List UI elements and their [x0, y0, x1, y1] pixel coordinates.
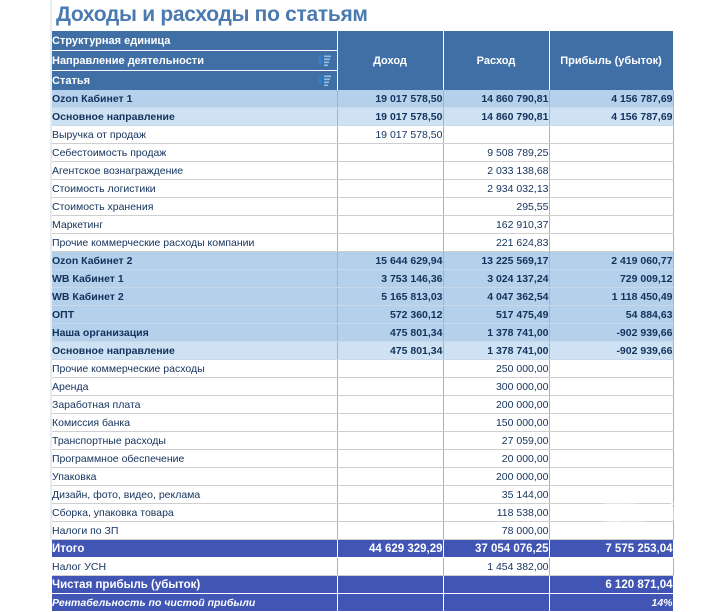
row-label: Стоимость хранения: [52, 198, 337, 216]
report-root: [52, 0, 673, 612]
row-label: Итого: [52, 540, 337, 558]
svg-text:avito: avito: [642, 499, 699, 526]
row-expense: 517 475,49: [443, 306, 549, 324]
row-income: 572 360,12: [337, 306, 443, 324]
row-label: Аренда: [52, 378, 337, 396]
row-label: Прочие коммерческие расходы: [52, 360, 337, 378]
table-row[interactable]: [52, 576, 673, 594]
table-row[interactable]: [52, 324, 673, 342]
row-label: Агентское вознаграждение: [52, 162, 337, 180]
table-row[interactable]: [52, 234, 673, 252]
row-income: [337, 180, 443, 198]
header-structural-unit-label: Структурная единица: [52, 34, 171, 47]
row-profit: [549, 558, 673, 576]
table-row[interactable]: [52, 288, 673, 306]
row-expense: 3 024 137,24: [443, 270, 549, 288]
row-income: 15 644 629,94: [337, 252, 443, 270]
row-expense: 1 378 741,00: [443, 324, 549, 342]
row-profit: [549, 504, 673, 522]
sort-filter-icon[interactable]: [315, 75, 331, 86]
row-profit: 729 009,12: [549, 270, 673, 288]
row-label: Себестоимость продаж: [52, 144, 337, 162]
row-profit: 2 419 060,77: [549, 252, 673, 270]
row-profit: [549, 144, 673, 162]
header-column-income[interactable]: [337, 31, 443, 90]
row-profit: [549, 234, 673, 252]
row-income: [337, 486, 443, 504]
row-income: [337, 450, 443, 468]
row-income: [337, 162, 443, 180]
row-expense: 2 934 032,13: [443, 180, 549, 198]
table-row[interactable]: [52, 306, 673, 324]
row-income: [337, 558, 443, 576]
row-income: [337, 576, 443, 594]
pivot-table: [52, 31, 674, 612]
table-row[interactable]: [52, 108, 673, 126]
row-income: [337, 432, 443, 450]
row-income: 475 801,34: [337, 324, 443, 342]
row-label: Налог УСН: [52, 558, 337, 576]
header-column-profit-label: Прибыль (убыток): [560, 54, 662, 67]
row-label: Рентабельность по чистой прибыли: [52, 594, 337, 612]
row-expense: 1 378 741,00: [443, 342, 549, 360]
row-profit: 4 156 787,69: [549, 90, 673, 108]
table-row[interactable]: [52, 378, 673, 396]
row-profit: [549, 180, 673, 198]
row-expense: 14 860 790,81: [443, 90, 549, 108]
row-expense: 162 910,37: [443, 216, 549, 234]
row-label: Стоимость логистики: [52, 180, 337, 198]
row-expense: 1 454 382,00: [443, 558, 549, 576]
table-row[interactable]: [52, 216, 673, 234]
row-label: Выручка от продаж: [52, 126, 337, 144]
page-title: Доходы и расходы по статьям: [52, 0, 673, 31]
row-expense: 27 059,00: [443, 432, 549, 450]
table-row[interactable]: [52, 450, 673, 468]
row-income: 5 165 813,03: [337, 288, 443, 306]
row-profit: 4 156 787,69: [549, 108, 673, 126]
row-income: [337, 360, 443, 378]
header-row-1: [52, 31, 673, 51]
row-profit: 6 120 871,04: [549, 576, 673, 594]
row-profit: [549, 396, 673, 414]
table-row[interactable]: [52, 558, 673, 576]
pivot-body: [52, 90, 673, 612]
row-label: Программное обеспечение: [52, 450, 337, 468]
row-label: Основное направление: [52, 108, 337, 126]
row-income: 19 017 578,50: [337, 108, 443, 126]
row-income: [337, 234, 443, 252]
table-row[interactable]: [52, 432, 673, 450]
table-row[interactable]: [52, 252, 673, 270]
row-income: [337, 594, 443, 612]
row-income: 44 629 329,29: [337, 540, 443, 558]
table-row[interactable]: [52, 162, 673, 180]
row-profit: 54 884,63: [549, 306, 673, 324]
row-profit: [549, 522, 673, 540]
table-row[interactable]: [52, 504, 673, 522]
row-profit: [549, 216, 673, 234]
row-expense: 13 225 569,17: [443, 252, 549, 270]
row-expense: 250 000,00: [443, 360, 549, 378]
table-row[interactable]: [52, 414, 673, 432]
row-label: Транспортные расходы: [52, 432, 337, 450]
header-activity-direction-label: Направление деятельности: [52, 54, 204, 67]
row-income: [337, 468, 443, 486]
row-profit: -902 939,66: [549, 324, 673, 342]
row-label: WB Кабинет 1: [52, 270, 337, 288]
row-label: Ozon Кабинет 2: [52, 252, 337, 270]
row-income: [337, 216, 443, 234]
row-profit: 14%: [549, 594, 673, 612]
row-expense: 37 054 076,25: [443, 540, 549, 558]
row-expense: [443, 126, 549, 144]
header-column-income-label: Доход: [373, 54, 407, 67]
row-expense: 295,55: [443, 198, 549, 216]
header-column-expense-label: Расход: [476, 54, 516, 67]
row-expense: 200 000,00: [443, 468, 549, 486]
row-profit: -902 939,66: [549, 342, 673, 360]
row-profit: [549, 486, 673, 504]
row-label: Основное направление: [52, 342, 337, 360]
table-row[interactable]: [52, 468, 673, 486]
row-expense: 9 508 789,25: [443, 144, 549, 162]
table-row[interactable]: [52, 144, 673, 162]
row-income: 19 017 578,50: [337, 90, 443, 108]
row-label: Заработная плата: [52, 396, 337, 414]
header-article[interactable]: [52, 71, 337, 91]
row-income: [337, 378, 443, 396]
row-label: Сборка, упаковка товара: [52, 504, 337, 522]
pivot-header: [52, 31, 673, 90]
row-expense: 221 624,83: [443, 234, 549, 252]
row-income: [337, 144, 443, 162]
row-label: Налоги по ЗП: [52, 522, 337, 540]
row-income: [337, 504, 443, 522]
row-income: [337, 414, 443, 432]
table-row[interactable]: [52, 342, 673, 360]
row-profit: [549, 414, 673, 432]
row-profit: [549, 450, 673, 468]
row-profit: 1 118 450,49: [549, 288, 673, 306]
row-label: Ozon Кабинет 1: [52, 90, 337, 108]
row-profit: [549, 432, 673, 450]
sort-filter-icon[interactable]: [315, 55, 331, 66]
row-profit: [549, 162, 673, 180]
row-profit: 7 575 253,04: [549, 540, 673, 558]
row-label: ОПТ: [52, 306, 337, 324]
row-income: [337, 522, 443, 540]
row-expense: 20 000,00: [443, 450, 549, 468]
row-label: Комиссия банка: [52, 414, 337, 432]
table-row[interactable]: [52, 360, 673, 378]
row-expense: 2 033 138,68: [443, 162, 549, 180]
row-profit: [549, 360, 673, 378]
header-column-expense[interactable]: [443, 31, 549, 90]
row-label: Упаковка: [52, 468, 337, 486]
header-column-profit[interactable]: [549, 31, 673, 90]
row-expense: 35 144,00: [443, 486, 549, 504]
row-expense: 118 538,00: [443, 504, 549, 522]
table-row[interactable]: [52, 180, 673, 198]
row-profit: [549, 468, 673, 486]
header-structural-unit[interactable]: [52, 31, 337, 51]
table-row[interactable]: [52, 90, 673, 108]
row-expense: 4 047 362,54: [443, 288, 549, 306]
row-label: WB Кабинет 2: [52, 288, 337, 306]
row-expense: 200 000,00: [443, 396, 549, 414]
row-label: Прочие коммерческие расходы компании: [52, 234, 337, 252]
row-expense: 150 000,00: [443, 414, 549, 432]
row-income: 19 017 578,50: [337, 126, 443, 144]
table-row[interactable]: [52, 540, 673, 558]
table-row[interactable]: [52, 396, 673, 414]
row-expense: 300 000,00: [443, 378, 549, 396]
row-income: 3 753 146,36: [337, 270, 443, 288]
row-label: Чистая прибыль (убыток): [52, 576, 337, 594]
row-expense: 78 000,00: [443, 522, 549, 540]
row-label: Дизайн, фото, видео, реклама: [52, 486, 337, 504]
row-label: Маркетинг: [52, 216, 337, 234]
table-row[interactable]: [52, 198, 673, 216]
row-expense: [443, 576, 549, 594]
row-label: Наша организация: [52, 324, 337, 342]
header-activity-direction[interactable]: [52, 51, 337, 71]
row-profit: [549, 198, 673, 216]
row-expense: [443, 594, 549, 612]
row-income: [337, 198, 443, 216]
row-profit: [549, 378, 673, 396]
table-row[interactable]: [52, 126, 673, 144]
row-income: [337, 396, 443, 414]
row-expense: 14 860 790,81: [443, 108, 549, 126]
row-profit: [549, 126, 673, 144]
row-income: 475 801,34: [337, 342, 443, 360]
table-row[interactable]: [52, 522, 673, 540]
table-row[interactable]: [52, 270, 673, 288]
header-article-label: Статья: [52, 74, 91, 87]
table-row[interactable]: [52, 486, 673, 504]
table-row[interactable]: [52, 594, 673, 612]
